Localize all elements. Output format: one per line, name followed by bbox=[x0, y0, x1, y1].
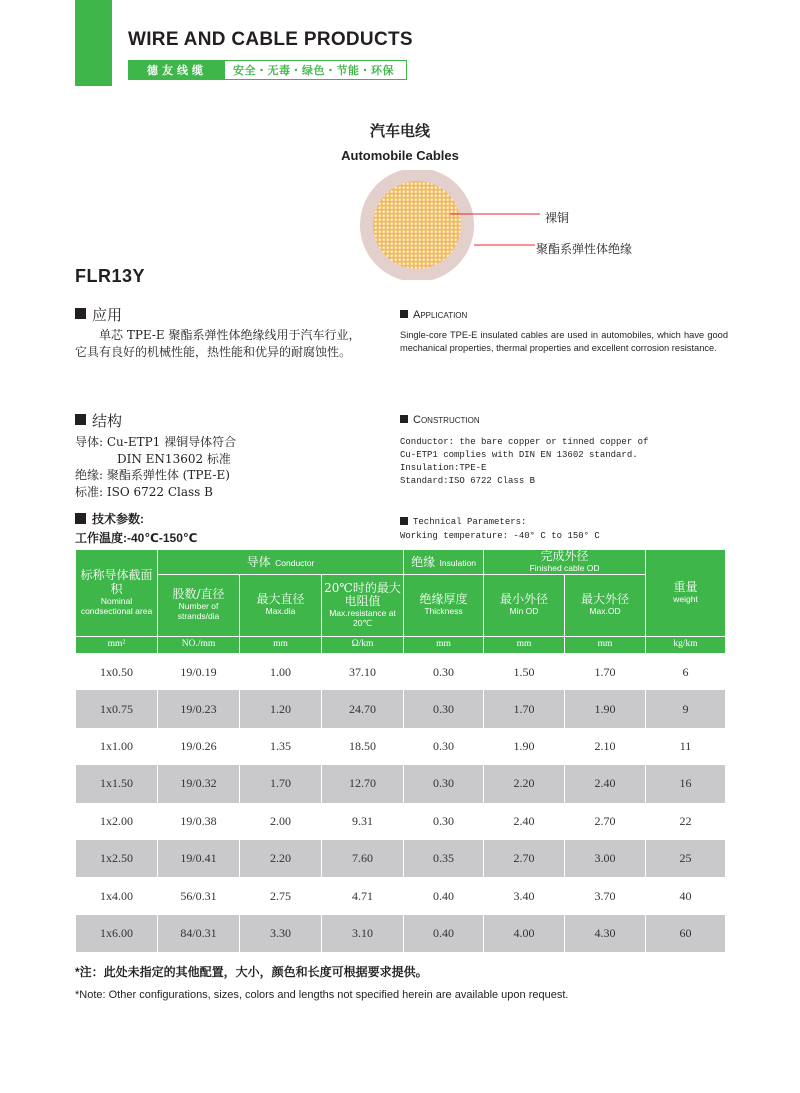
table-cell: 1x2.50 bbox=[76, 840, 158, 877]
table-cell: 0.30 bbox=[404, 728, 484, 765]
square-bullet-icon bbox=[400, 415, 408, 423]
table-cell: 2.20 bbox=[484, 765, 565, 802]
construction-line: Conductor: the bare copper or tinned copper of bbox=[400, 437, 649, 447]
table-row bbox=[76, 728, 726, 765]
table-cell: 25 bbox=[646, 840, 726, 877]
col-header-max-dia: 最大直径 Max.dia bbox=[240, 574, 322, 636]
table-cell: 19/0.19 bbox=[158, 653, 240, 690]
construction-text-en bbox=[400, 436, 648, 488]
col-group-insulation: 绝缘 Insulation bbox=[404, 550, 484, 575]
col-header-thickness: 绝缘厚度 Thickness bbox=[404, 574, 484, 636]
table-cell: 0.30 bbox=[404, 690, 484, 727]
table-cell: 1.00 bbox=[240, 653, 322, 690]
unit-cell: mm bbox=[240, 636, 322, 653]
table-cell: 2.75 bbox=[240, 877, 322, 914]
table-cell: 2.40 bbox=[484, 803, 565, 840]
application-heading-en: Application bbox=[400, 309, 467, 321]
construction-line: 导体: Cu-ETP1 裸铜导体符合 bbox=[75, 435, 237, 449]
table-cell: 60 bbox=[646, 915, 726, 952]
construction-text-cn bbox=[75, 434, 236, 500]
copper-label: 裸铜 bbox=[545, 211, 570, 225]
table-cell: 19/0.23 bbox=[158, 690, 240, 727]
working-temp-cn: 工作温度:-40℃-150℃ bbox=[75, 531, 198, 545]
table-cell: 0.40 bbox=[404, 915, 484, 952]
table-cell: 84/0.31 bbox=[158, 915, 240, 952]
brand-bar bbox=[128, 60, 407, 80]
table-cell: 19/0.41 bbox=[158, 840, 240, 877]
table-cell: 12.70 bbox=[322, 765, 404, 802]
table-cell: 0.30 bbox=[404, 765, 484, 802]
technical-heading-cn: 技术参数: bbox=[75, 510, 144, 527]
construction-line: Insulation:TPE-E bbox=[400, 463, 487, 473]
unit-cell: mm bbox=[484, 636, 565, 653]
spec-table-body bbox=[76, 653, 726, 952]
table-cell: 9.31 bbox=[322, 803, 404, 840]
table-cell: 1x6.00 bbox=[76, 915, 158, 952]
table-cell: 1.70 bbox=[240, 765, 322, 802]
col-header-resistance: 20℃时的最大电阻值 Max.resistance at 20℃ bbox=[322, 574, 404, 636]
unit-cell: mm bbox=[565, 636, 646, 653]
table-cell: 0.35 bbox=[404, 840, 484, 877]
note-en: *Note: Other configurations, sizes, colors and lengths not specified herein are available upon request. bbox=[75, 989, 569, 1001]
table-cell: 1.90 bbox=[484, 728, 565, 765]
table-cell: 1.20 bbox=[240, 690, 322, 727]
application-heading-cn: 应用 bbox=[75, 304, 122, 325]
working-temp-en: Working temperature: -40° C to 150° C bbox=[400, 531, 600, 541]
col-header-weight: 重量 weight bbox=[646, 550, 726, 637]
table-cell: 4.71 bbox=[322, 877, 404, 914]
table-cell: 2.20 bbox=[240, 840, 322, 877]
col-header-max-od: 最大外径 Max.OD bbox=[565, 574, 646, 636]
table-cell: 1x0.50 bbox=[76, 653, 158, 690]
table-cell: 7.60 bbox=[322, 840, 404, 877]
header-title: WIRE AND CABLE PRODUCTS bbox=[128, 29, 413, 50]
table-cell: 11 bbox=[646, 728, 726, 765]
brand-green-block bbox=[75, 0, 112, 86]
table-cell: 4.00 bbox=[484, 915, 565, 952]
construction-line: DIN EN13602 标准 bbox=[117, 451, 231, 466]
product-title-cn: 汽车电线 bbox=[369, 123, 430, 140]
application-text-en: Single-core TPE-E insulated cables are used in automobiles, which have good mechanical properties, thermal properties and excellent corrosion resistance. bbox=[400, 330, 728, 353]
table-cell: 22 bbox=[646, 803, 726, 840]
brand-name: 德友线缆 bbox=[129, 61, 225, 79]
table-cell: 1.35 bbox=[240, 728, 322, 765]
table-cell: 3.00 bbox=[565, 840, 646, 877]
table-cell: 2.10 bbox=[565, 728, 646, 765]
table-cell: 19/0.32 bbox=[158, 765, 240, 802]
table-row bbox=[76, 690, 726, 727]
table-cell: 2.70 bbox=[565, 803, 646, 840]
square-bullet-icon bbox=[400, 310, 408, 318]
model-number: FLR13Y bbox=[75, 266, 146, 286]
table-cell: 1x0.75 bbox=[76, 690, 158, 727]
table-row bbox=[76, 915, 726, 952]
table-cell: 3.30 bbox=[240, 915, 322, 952]
unit-cell: NO./mm bbox=[158, 636, 240, 653]
table-cell: 2.70 bbox=[484, 840, 565, 877]
col-header-min-od: 最小外径 Min OD bbox=[484, 574, 565, 636]
table-cell: 1.70 bbox=[484, 690, 565, 727]
note-cn: *注：此处未指定的其他配置，大小，颜色和长度可根据要求提供。 bbox=[75, 965, 428, 979]
application-text-cn: 单芯 TPE-E 聚酯系弹性体绝缘线用于汽车行业，它具有良好的机械性能，热性能和优异的耐腐蚀性。 bbox=[75, 328, 361, 359]
table-cell: 0.30 bbox=[404, 653, 484, 690]
table-cell: 40 bbox=[646, 877, 726, 914]
table-cell: 3.70 bbox=[565, 877, 646, 914]
table-cell: 3.40 bbox=[484, 877, 565, 914]
table-row bbox=[76, 765, 726, 802]
construction-heading-cn: 结构 bbox=[75, 410, 122, 431]
table-cell: 1x1.00 bbox=[76, 728, 158, 765]
spec-table bbox=[75, 549, 726, 952]
col-group-finished-od: 完成外径 Finished cable OD bbox=[484, 550, 646, 575]
table-cell: 24.70 bbox=[322, 690, 404, 727]
square-bullet-icon bbox=[75, 308, 86, 319]
table-row bbox=[76, 653, 726, 690]
table-cell: 18.50 bbox=[322, 728, 404, 765]
construction-line: Cu-ETP1 complies with DIN EN 13602 standard. bbox=[400, 450, 638, 460]
unit-cell: mm bbox=[404, 636, 484, 653]
construction-line: Standard:ISO 6722 Class B bbox=[400, 476, 536, 486]
col-header-cross-section: 标称导体截面积 Nominal condsectional area bbox=[76, 550, 158, 637]
unit-cell: kg/km bbox=[646, 636, 726, 653]
insulation-label: 聚酯系弹性体绝缘 bbox=[536, 242, 633, 256]
table-cell: 1.70 bbox=[565, 653, 646, 690]
table-row bbox=[76, 803, 726, 840]
product-title-en: Automobile Cables bbox=[341, 148, 459, 163]
table-cell: 2.40 bbox=[565, 765, 646, 802]
construction-line: 绝缘: 聚酯系弹性体 (TPE-E) bbox=[75, 468, 230, 482]
copper-conductor bbox=[373, 181, 461, 269]
table-cell: 1.90 bbox=[565, 690, 646, 727]
col-group-conductor: 导体 Conductor bbox=[158, 550, 404, 575]
square-bullet-icon bbox=[400, 517, 408, 525]
table-row bbox=[76, 877, 726, 914]
table-cell: 0.40 bbox=[404, 877, 484, 914]
technical-heading-en: Technical Parameters: bbox=[400, 515, 600, 529]
table-cell: 1x1.50 bbox=[76, 765, 158, 802]
unit-cell: Ω/km bbox=[322, 636, 404, 653]
table-cell: 1.50 bbox=[484, 653, 565, 690]
table-cell: 16 bbox=[646, 765, 726, 802]
table-cell: 3.10 bbox=[322, 915, 404, 952]
table-cell: 2.00 bbox=[240, 803, 322, 840]
table-cell: 56/0.31 bbox=[158, 877, 240, 914]
table-cell: 6 bbox=[646, 653, 726, 690]
table-cell: 1x2.00 bbox=[76, 803, 158, 840]
square-bullet-icon bbox=[75, 513, 86, 524]
unit-cell: mm² bbox=[76, 636, 158, 653]
table-cell: 4.30 bbox=[565, 915, 646, 952]
cable-cross-section-diagram bbox=[350, 170, 550, 280]
table-cell: 19/0.38 bbox=[158, 803, 240, 840]
square-bullet-icon bbox=[75, 414, 86, 425]
construction-line: 标准: ISO 6722 Class B bbox=[75, 484, 213, 499]
brand-slogan: 安全・无毒・绿色・节能・环保 bbox=[233, 65, 394, 77]
table-cell: 0.30 bbox=[404, 803, 484, 840]
table-cell: 1x4.00 bbox=[76, 877, 158, 914]
technical-text-en bbox=[400, 515, 600, 543]
table-cell: 37.10 bbox=[322, 653, 404, 690]
table-cell: 19/0.26 bbox=[158, 728, 240, 765]
construction-heading-en: Construction bbox=[400, 414, 480, 426]
table-cell: 9 bbox=[646, 690, 726, 727]
table-row bbox=[76, 840, 726, 877]
col-header-strands: 股数/直径 Number of strands/dia bbox=[158, 574, 240, 636]
